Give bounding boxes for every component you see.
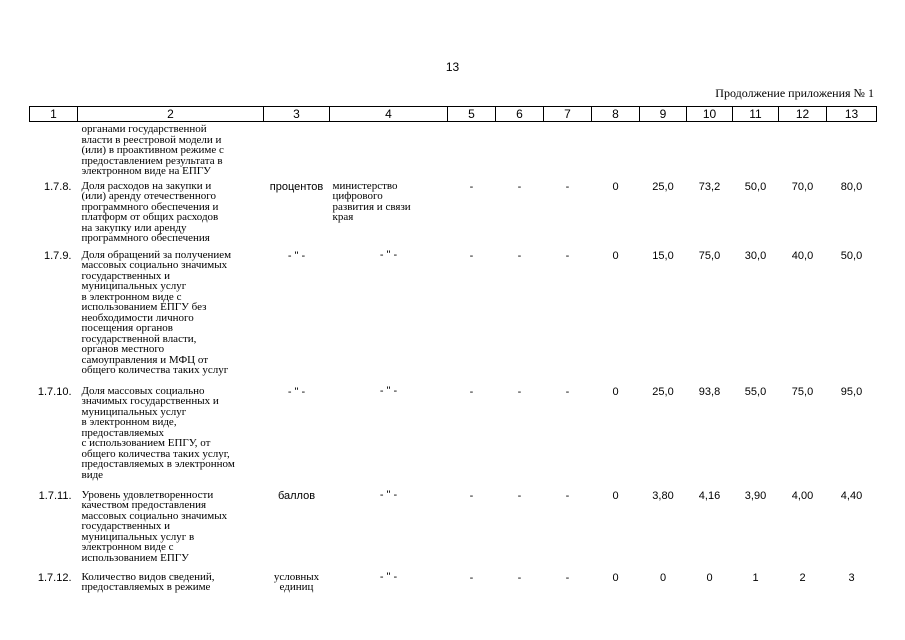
value-cell: 50,0	[840, 249, 863, 262]
value-cell: 4,16	[698, 489, 721, 502]
value-cell	[544, 122, 592, 177]
value-cell: -	[517, 249, 522, 262]
row-index: 1.7.12.	[37, 571, 72, 584]
executor-cell: - " -	[379, 384, 398, 397]
value-cell: -	[565, 385, 570, 398]
value-cell: 3,80	[652, 489, 674, 502]
executor-cell: - " -	[379, 488, 398, 501]
table-row	[30, 382, 877, 486]
indicator-name: органами государственной власти в реестровой модели и (или) в проактивном режиме с предоставлением результата в электронном виде на ЕПГУ	[81, 123, 224, 177]
value-cell	[779, 122, 827, 177]
header-cell: 10	[687, 107, 733, 122]
header-cell: 13	[827, 107, 877, 122]
value-cell	[496, 122, 544, 177]
unit-cell: баллов	[277, 489, 316, 502]
executor-cell	[330, 122, 448, 177]
value-cell: -	[469, 385, 474, 398]
header-cell: 11	[733, 107, 779, 122]
executor-cell: министерство цифрового развития и связи края	[332, 179, 411, 223]
value-cell: 40,0	[791, 249, 814, 262]
indicators-table	[29, 106, 877, 612]
value-cell	[687, 122, 733, 177]
indicator-name: Доля расходов на закупки и (или) аренду отечественного программного обеспечения и платформ от общих расходов на закупку или аренду программного обеспечения	[81, 179, 219, 244]
unit-cell: - " -	[287, 249, 306, 262]
table-row	[30, 486, 877, 568]
value-cell: 0	[612, 249, 619, 262]
indicator-name: Количество видов сведений, предоставляемых в режиме	[81, 570, 215, 593]
indicator-name: Доля массовых социально значимых государственных и муниципальных услуг в электронном виде, предоставляемых с использованием ЕПГУ, от общего количества таких услуг, предоставляемых в электронном виде	[81, 384, 235, 481]
header-cell: 3	[264, 107, 330, 122]
header-cell: 6	[496, 107, 544, 122]
value-cell: 73,2	[698, 180, 721, 193]
row-index: 1.7.9.	[43, 249, 72, 262]
header-cell: 5	[448, 107, 496, 122]
value-cell: 4,00	[791, 489, 814, 502]
header-cell: 4	[330, 107, 448, 122]
value-cell: 95,0	[840, 385, 863, 398]
value-cell: -	[517, 571, 522, 584]
value-cell: 4,40	[840, 489, 863, 502]
value-cell: 0	[612, 180, 619, 193]
row-index: 1.7.11.	[38, 489, 72, 502]
table-row	[30, 177, 877, 246]
value-cell: 80,0	[840, 180, 863, 193]
value-cell: 3	[848, 571, 855, 584]
value-cell: -	[469, 571, 474, 584]
header-cell: 12	[779, 107, 827, 122]
value-cell: 25,0	[652, 180, 674, 193]
value-cell: 55,0	[744, 385, 767, 398]
value-cell: 30,0	[744, 249, 767, 262]
value-cell: 1	[752, 571, 759, 584]
indicator-name: Уровень удовлетворенности качеством предоставления массовых социально значимых государственных и муниципальных услуг в электронном виде с использованием ЕПГУ	[81, 488, 228, 564]
unit-cell	[264, 122, 330, 177]
value-cell: 93,8	[698, 385, 721, 398]
value-cell	[827, 122, 877, 177]
value-cell: 0	[612, 385, 619, 398]
value-cell: 75,0	[791, 385, 814, 398]
value-cell: -	[469, 180, 474, 193]
table-row	[30, 568, 877, 612]
indicator-name: Доля обращений за получением массовых социально значимых государственных и муниципальных услуг в электронном виде с использованием ЕПГУ без необходимости личного посещения органов государственной власти, органов местного самоуправления и МФЦ от общего количества таких услуг	[81, 248, 232, 376]
unit-cell: процентов	[269, 180, 324, 193]
value-cell: 25,0	[652, 385, 674, 398]
unit-cell: условных единиц	[273, 570, 320, 593]
value-cell: -	[565, 180, 570, 193]
value-cell	[448, 122, 496, 177]
header-cell: 9	[640, 107, 687, 122]
value-cell: 3,90	[744, 489, 767, 502]
value-cell: -	[469, 489, 474, 502]
value-cell: -	[469, 249, 474, 262]
value-cell	[592, 122, 640, 177]
header-cell: 2	[78, 107, 264, 122]
header-cell: 1	[30, 107, 78, 122]
table-row	[30, 122, 877, 177]
value-cell: 75,0	[698, 249, 721, 262]
value-cell: -	[565, 249, 570, 262]
value-cell: -	[517, 180, 522, 193]
value-cell	[640, 122, 687, 177]
header-cell: 7	[544, 107, 592, 122]
header-row	[30, 107, 877, 122]
value-cell: -	[517, 385, 522, 398]
value-cell: 15,0	[652, 249, 674, 262]
value-cell: 2	[799, 571, 806, 584]
value-cell: 50,0	[744, 180, 767, 193]
executor-cell: - " -	[379, 248, 398, 261]
row-index: 1.7.8.	[43, 180, 72, 193]
value-cell	[733, 122, 779, 177]
table-row	[30, 246, 877, 382]
value-cell: 70,0	[791, 180, 814, 193]
value-cell: 0	[659, 571, 667, 584]
unit-cell: - " -	[287, 385, 306, 398]
value-cell: 0	[612, 571, 619, 584]
executor-cell: - " -	[379, 570, 398, 583]
header-cell: 8	[592, 107, 640, 122]
row-index: 1.7.10.	[37, 385, 72, 398]
continuation-label: Продолжение приложения № 1	[715, 86, 874, 100]
value-cell: -	[517, 489, 522, 502]
row-index	[30, 122, 78, 177]
value-cell: -	[565, 489, 570, 502]
page-number: 13	[445, 60, 460, 74]
value-cell: -	[565, 571, 570, 584]
value-cell: 0	[612, 489, 619, 502]
value-cell: 0	[706, 571, 713, 584]
